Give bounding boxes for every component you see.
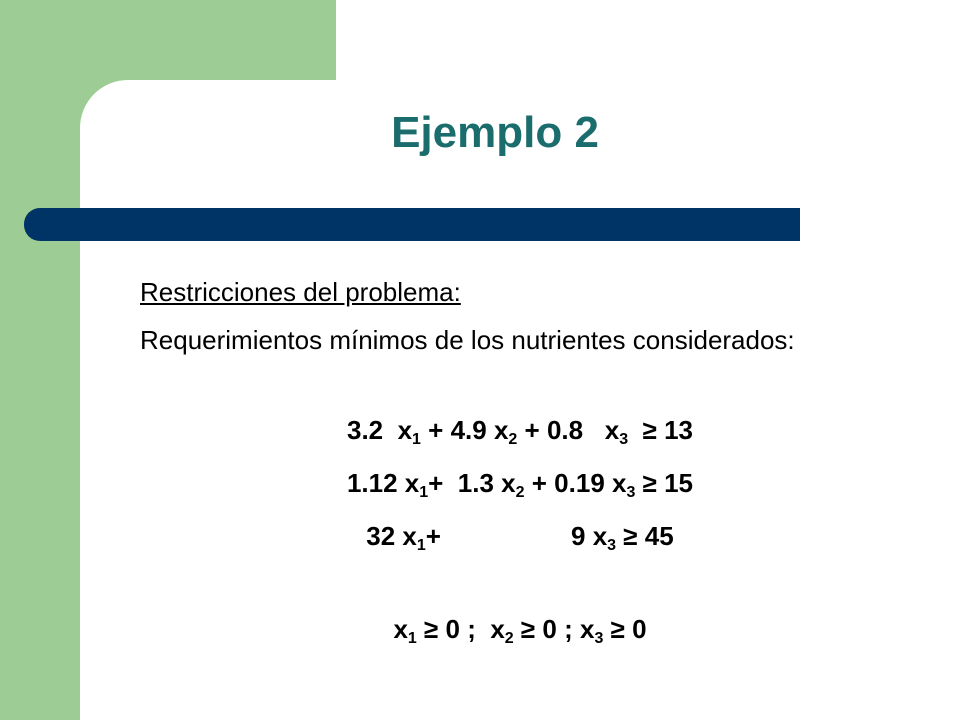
equation-text: ≥ 45 (616, 521, 674, 551)
constraint-equation-2 (0, 468, 960, 499)
slide-title: Ejemplo 2 (391, 108, 599, 157)
equation-text: ≥ 0 (603, 614, 647, 644)
nonnegativity-constraints (0, 614, 960, 645)
equation-text: ≥ 0 ; x (416, 614, 505, 644)
variable-subscript: 1 (419, 484, 429, 501)
variable-subscript: 1 (412, 431, 421, 448)
variable-subscript: 2 (508, 431, 518, 448)
equation-text: ≥ 15 (635, 468, 694, 498)
equation-text: 32 x (366, 521, 417, 551)
equation-text: + 4.9 x (420, 415, 509, 445)
equation-text: + 9 x (425, 521, 608, 551)
constraint-equation-1 (0, 415, 960, 446)
constraint-equation-3 (0, 521, 960, 552)
equation-text: x (393, 614, 408, 644)
variable-subscript: 2 (515, 484, 525, 501)
variable-subscript: 1 (416, 537, 426, 554)
variable-subscript: 3 (594, 630, 604, 647)
equation-text: ≥ 13 (628, 415, 694, 445)
variable-subscript: 3 (607, 537, 617, 554)
title-underline-bar (24, 208, 800, 241)
equation-text: 3.2 x (346, 415, 413, 445)
section-subtitle: Restricciones del problema: (140, 277, 461, 307)
variable-subscript: 1 (407, 630, 417, 647)
equation-text: + 0.8 x (517, 415, 620, 445)
variable-subscript: 3 (619, 431, 629, 448)
equation-text: 1.12 x (346, 468, 420, 498)
requirements-paragraph: Requerimientos mínimos de los nutrientes considerados: (140, 325, 795, 355)
equation-text: ≥ 0 ; x (513, 614, 595, 644)
equation-text: + 0.19 x (524, 468, 627, 498)
equation-text: + 1.3 x (428, 468, 516, 498)
variable-subscript: 3 (626, 484, 636, 501)
variable-subscript: 2 (504, 630, 514, 647)
